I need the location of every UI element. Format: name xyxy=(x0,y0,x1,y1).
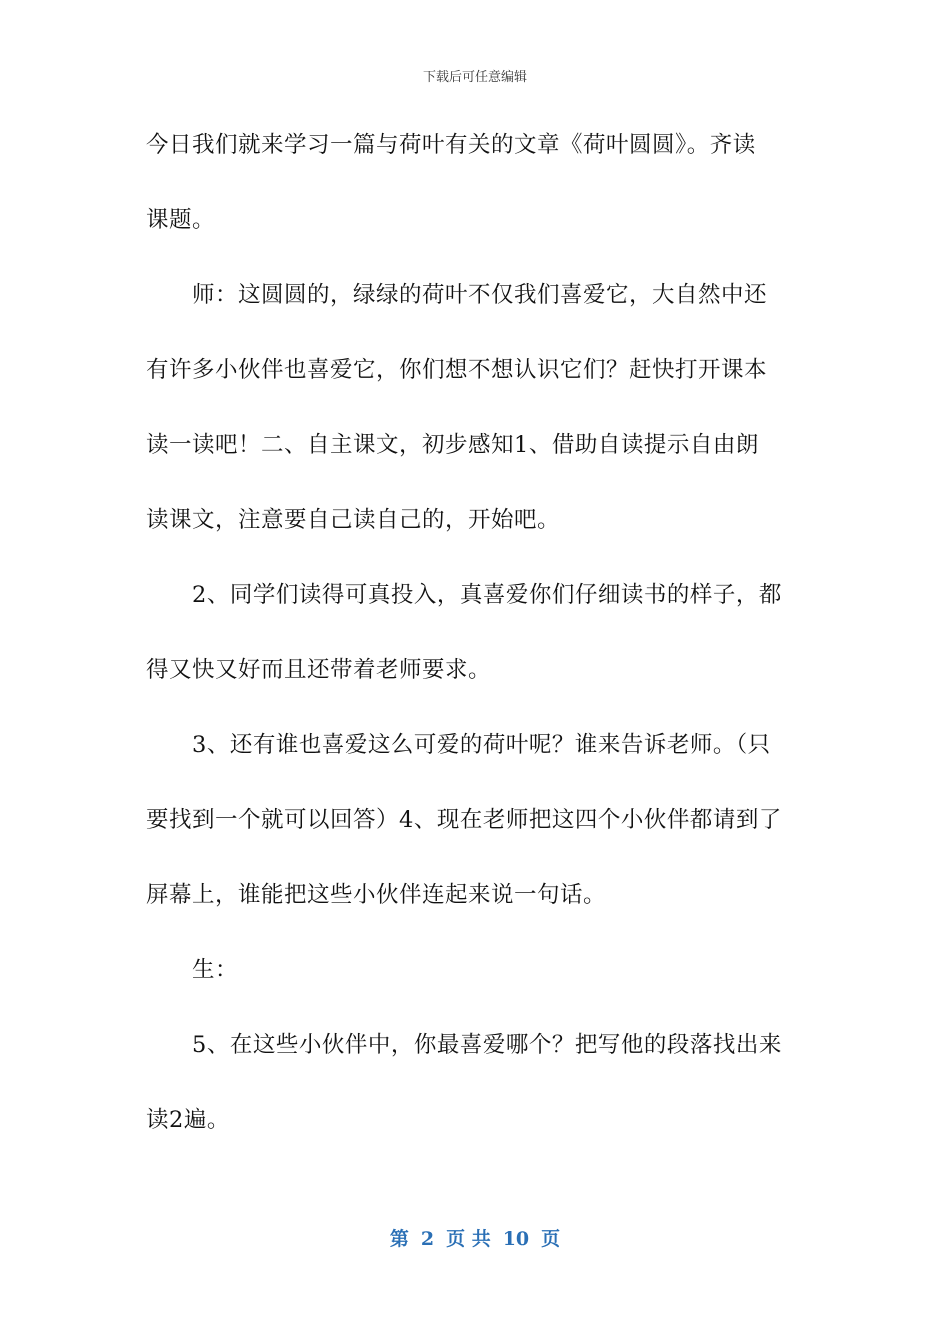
text-line-10: 要找到一个就可以回答）4、现在老师把这四个小伙伴都请到了 xyxy=(146,807,782,833)
page-total: 10 xyxy=(502,1228,530,1250)
text-line-9: 3、还有谁也喜爱这么可爱的荷叶呢？谁来告诉老师。（只 xyxy=(192,732,771,758)
text-line-2: 课题。 xyxy=(146,207,216,233)
text-line-3: 师：这圆圆的，绿绿的荷叶不仅我们喜爱它，大自然中还 xyxy=(192,282,768,308)
text-line-8: 得又快又好而且还带着老师要求。 xyxy=(146,657,492,683)
page-header: 下载后可任意编辑 xyxy=(422,70,527,85)
page-footer xyxy=(0,1224,950,1251)
text-line-1: 今日我们就来学习一篇与荷叶有关的文章《荷叶圆圆》。齐读 xyxy=(146,132,756,158)
page-suffix: 页 xyxy=(541,1228,561,1250)
text-line-7: 2、同学们读得可真投入，真喜爱你们仔细读书的样子，都 xyxy=(192,582,782,608)
page-prefix: 第 xyxy=(389,1228,409,1250)
text-line-4: 有许多小伙伴也喜爱它，你们想不想认识它们？赶快打开课本 xyxy=(146,357,768,383)
text-line-12: 生： xyxy=(192,957,239,983)
text-line-14: 读2遍。 xyxy=(146,1107,230,1133)
text-line-13: 5、在这些小伙伴中，你最喜爱哪个？把写他的段落找出来 xyxy=(192,1032,782,1058)
text-line-11: 屏幕上，谁能把这些小伙伴连起来说一句话。 xyxy=(146,882,607,908)
text-line-6: 读课文，注意要自己读自己的，开始吧。 xyxy=(146,507,561,533)
text-line-5: 读一读吧！二、自主课文，初步感知1、借助自读提示自由朗 xyxy=(146,432,759,458)
page-middle: 页 共 xyxy=(446,1228,491,1250)
page-current: 2 xyxy=(420,1228,435,1250)
